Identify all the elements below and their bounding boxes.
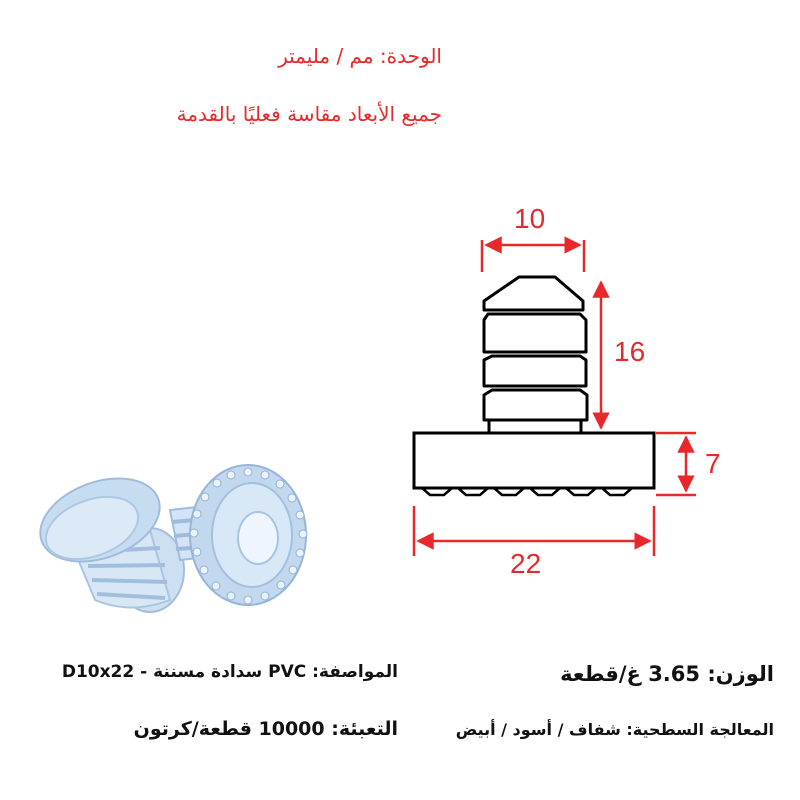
- spec-description: المواصفة: PVC سدادة مسننة - D10x22: [61, 662, 398, 682]
- dim-top-diameter: 10: [514, 203, 546, 234]
- product-photo: [29, 463, 307, 612]
- dim-head-diameter: 22: [510, 548, 542, 579]
- left-stopper: [29, 463, 184, 612]
- spec-packaging: التعبئة: 10000 قطعة/كرتون: [133, 718, 398, 740]
- right-stopper: [170, 465, 307, 605]
- threaded-stem: [484, 277, 587, 433]
- base-head: [414, 433, 654, 495]
- dim-head-height: 7: [705, 448, 721, 479]
- measurement-note: جميع الأبعاد مقاسة فعليًا بالقدمة: [176, 102, 442, 126]
- spec-surface: المعالجة السطحية: شفاف / أسود / أبيض: [455, 720, 774, 739]
- dim-stem-height: 16: [614, 336, 646, 367]
- unit-note: الوحدة: مم / مليمتر: [278, 44, 442, 68]
- spec-weight: الوزن: 3.65 غ/قطعة: [560, 662, 774, 686]
